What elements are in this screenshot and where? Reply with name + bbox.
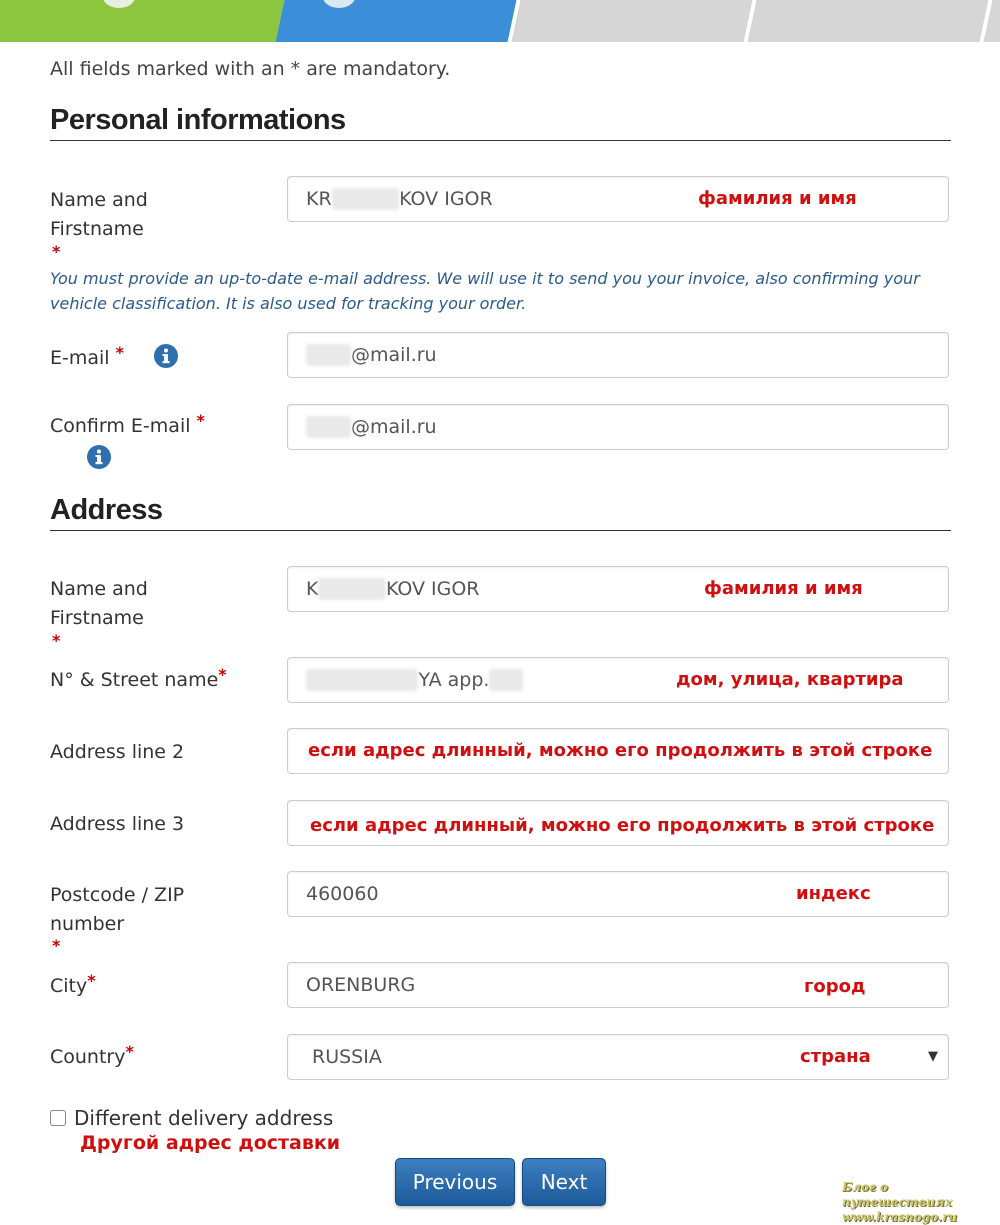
country-label: Country* — [50, 1042, 134, 1068]
zip-label: Postcode / ZIP number — [50, 884, 185, 935]
country-select[interactable] — [287, 1034, 949, 1080]
street-input[interactable] — [287, 657, 949, 703]
address-line3-annotation: если адрес длинный, можно его продолжить в этой строке — [310, 815, 935, 836]
address-name-label: Name and Firstname — [50, 578, 148, 629]
address-name-annotation: фамилия и имя — [704, 578, 863, 599]
address-line2-annotation: если адрес длинный, можно его продолжить в этой строке — [308, 740, 933, 761]
address-name-input-value: K KOV IGOR — [306, 578, 480, 600]
email-input[interactable] — [287, 332, 949, 378]
progress-bar — [0, 0, 1000, 42]
email-input-value: @mail.ru — [306, 344, 437, 366]
name-label: Name and Firstname — [50, 189, 148, 240]
street-annotation: дом, улица, квартира — [676, 669, 904, 690]
progress-step-2 — [276, 0, 517, 42]
different-delivery-annotation: Другой адрес доставки — [80, 1132, 341, 1154]
required-star: * — [52, 936, 61, 955]
street-label: N° & Street name* — [50, 665, 227, 691]
zip-annotation: индекс — [796, 883, 871, 904]
address-line3-label: Address line 3 — [50, 813, 185, 835]
name-input-value: KR KOV IGOR — [306, 188, 493, 210]
name-annotation: фамилия и имя — [698, 188, 857, 209]
city-label: City* — [50, 971, 96, 997]
address-line3-input[interactable] — [287, 800, 949, 846]
email-label: E-mail * — [50, 343, 124, 369]
street-input-value: YA app. — [306, 669, 523, 691]
city-input-value: ORENBURG — [306, 974, 416, 996]
required-star: * — [52, 242, 61, 261]
confirm-email-input[interactable] — [287, 404, 949, 450]
different-delivery-checkbox[interactable] — [50, 1110, 66, 1126]
zip-input[interactable] — [287, 871, 949, 917]
section-title-address: Address — [50, 494, 951, 531]
required-star: * — [52, 631, 61, 650]
progress-step-3 — [512, 0, 753, 42]
mandatory-notice: All fields marked with an * are mandatory. — [50, 58, 451, 80]
progress-step-1 — [0, 0, 284, 42]
address-name-input[interactable] — [287, 566, 949, 612]
chevron-down-icon: ▼ — [928, 1049, 938, 1064]
info-icon[interactable] — [87, 445, 111, 469]
email-hint: You must provide an up-to-date e-mail address. We will use it to send you your invoice, also confirming your vehicle classification. It is also used for tracking your order. — [50, 269, 920, 313]
name-input[interactable] — [287, 176, 949, 222]
different-delivery-label[interactable]: Different delivery address — [74, 1106, 334, 1130]
confirm-email-label: Confirm E-mail * — [50, 411, 205, 437]
section-title-personal: Personal informations — [50, 104, 951, 141]
progress-step-4 — [748, 0, 989, 42]
previous-button[interactable]: Previous — [395, 1158, 515, 1206]
city-input[interactable] — [287, 962, 949, 1008]
country-select-value: RUSSIA — [312, 1046, 382, 1068]
info-icon[interactable] — [154, 344, 178, 368]
address-line2-label: Address line 2 — [50, 741, 185, 763]
confirm-email-input-value: @mail.ru — [306, 416, 437, 438]
address-line2-input[interactable] — [287, 728, 949, 774]
city-annotation: город — [804, 976, 866, 997]
next-button[interactable]: Next — [522, 1158, 606, 1206]
watermark: Блог о путешествиях www.krasnogo.ru — [842, 1180, 958, 1224]
country-annotation: страна — [800, 1046, 871, 1067]
zip-input-value: 460060 — [306, 883, 379, 905]
